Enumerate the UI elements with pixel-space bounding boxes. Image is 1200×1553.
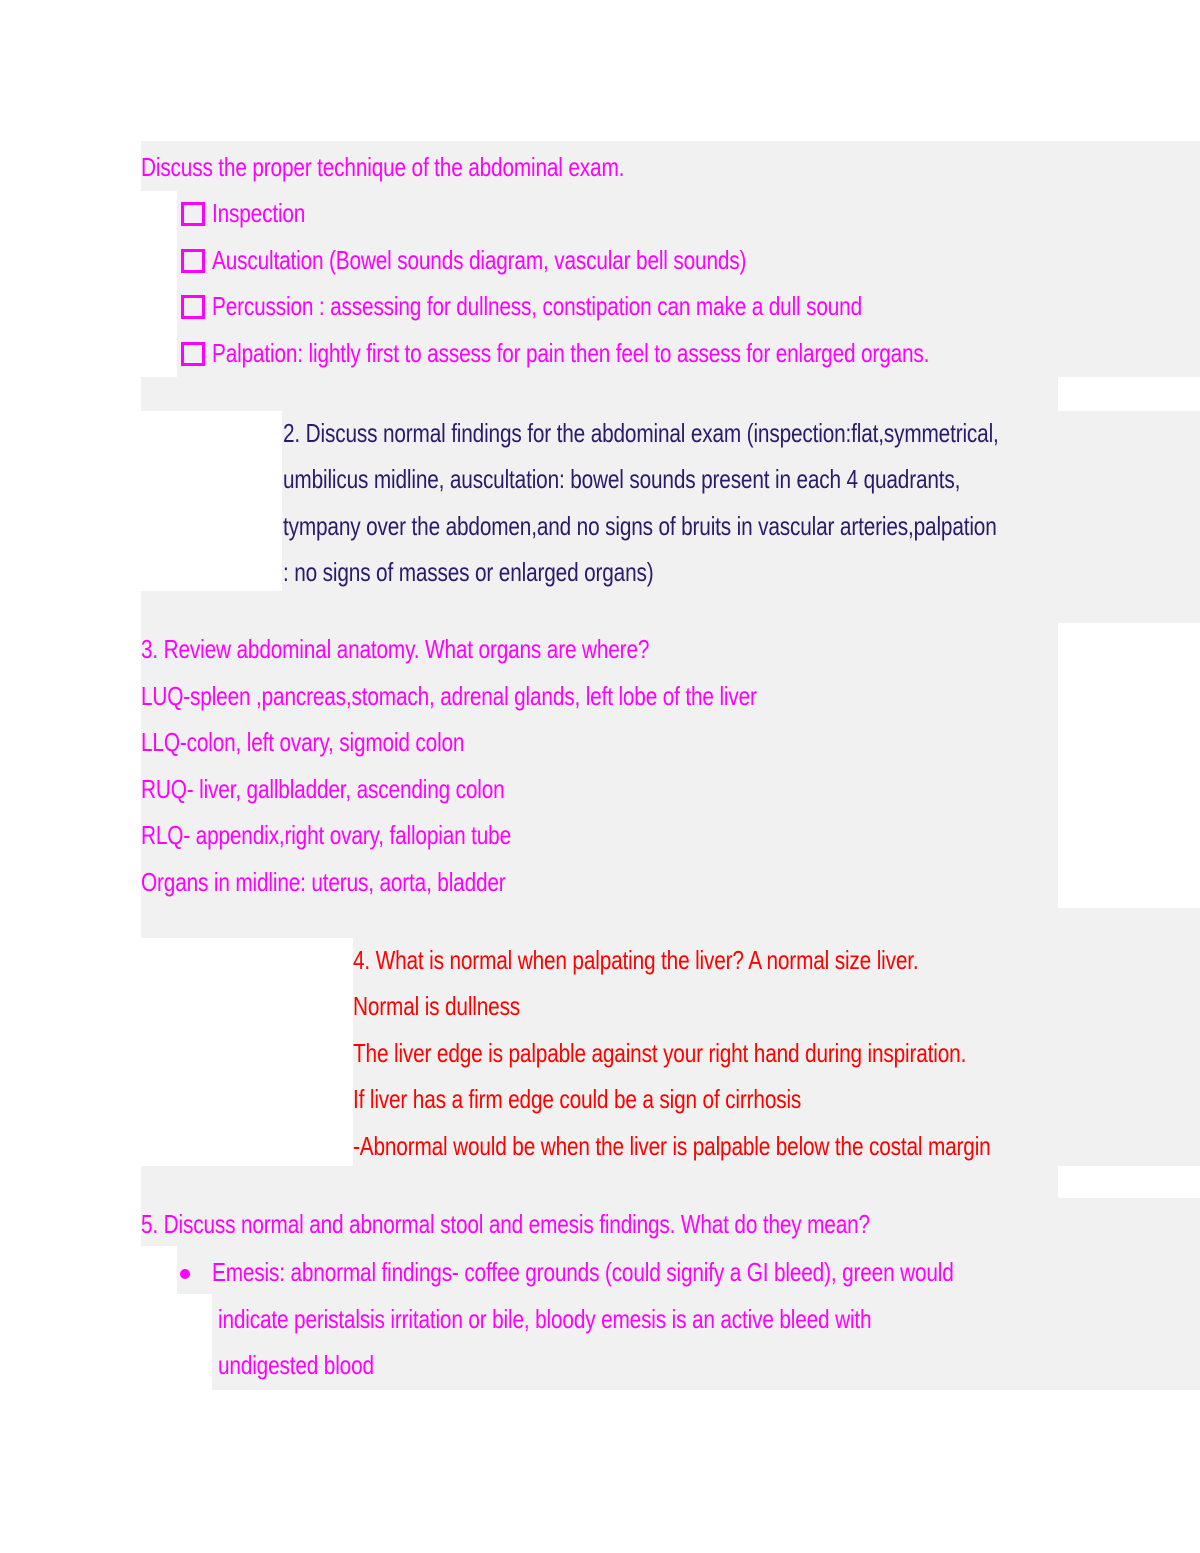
q2-line: 2. Discuss normal findings for the abdominal exam (inspection:flat,symmetrical, — [283, 418, 999, 448]
q4-line: Normal is dullness — [353, 991, 521, 1021]
q4-line: The liver edge is palpable against your right hand during inspiration. — [353, 1038, 967, 1068]
q3-llq: LLQ-colon, left ovary, sigmoid colon — [141, 727, 465, 757]
q5-title: 5. Discuss normal and abnormal stool and emesis findings. What do they mean? — [141, 1209, 870, 1239]
q1-title: Discuss the proper technique of the abdominal exam. — [141, 152, 625, 182]
q5-bullet-line: Emesis: abnormal findings- coffee grounds (could signify a GI bleed), green would — [212, 1257, 954, 1287]
q1-item-auscultation: Auscultation (Bowel sounds diagram, vascular bell sounds) — [212, 245, 747, 275]
q5-bullet-line: undigested blood — [218, 1350, 374, 1380]
highlight-band — [141, 1166, 1058, 1198]
q4-line: If liver has a firm edge could be a sign of cirrhosis — [353, 1084, 802, 1114]
q2-line: umbilicus midline, auscultation: bowel sounds present in each 4 quadrants, — [283, 464, 961, 494]
q3-ruq: RUQ- liver, gallbladder, ascending colon — [141, 774, 505, 804]
q2-line: : no signs of masses or enlarged organs) — [283, 557, 654, 587]
highlight-band — [141, 908, 1200, 938]
bullet-icon — [180, 1269, 190, 1279]
highlight-band — [141, 591, 1200, 623]
checkbox-icon — [181, 295, 205, 319]
q1-item-inspection: Inspection — [212, 198, 306, 228]
checkbox-icon — [181, 202, 205, 226]
q3-title: 3. Review abdominal anatomy. What organs are where? — [141, 634, 650, 664]
checkbox-icon — [181, 249, 205, 273]
q3-rlq: RLQ- appendix,right ovary, fallopian tube — [141, 820, 511, 850]
highlight-band — [141, 377, 1058, 411]
checkbox-icon — [181, 342, 205, 366]
q3-midline: Organs in midline: uterus, aorta, bladder — [141, 867, 506, 897]
q4-title: 4. What is normal when palpating the liver? A normal size liver. — [353, 945, 919, 975]
q2-line: tympany over the abdomen,and no signs of bruits in vascular arteries,palpation — [283, 511, 997, 541]
q4-line: -Abnormal would be when the liver is palpable below the costal margin — [353, 1131, 991, 1161]
q3-luq: LUQ-spleen ,pancreas,stomach, adrenal glands, left lobe of the liver — [141, 681, 757, 711]
q1-item-percussion: Percussion : assessing for dullness, constipation can make a dull sound — [212, 291, 862, 321]
q5-bullet-line: indicate peristalsis irritation or bile, bloody emesis is an active bleed with — [218, 1304, 872, 1334]
q1-item-palpation: Palpation: lightly first to assess for pain then feel to assess for enlarged organs. — [212, 338, 930, 368]
